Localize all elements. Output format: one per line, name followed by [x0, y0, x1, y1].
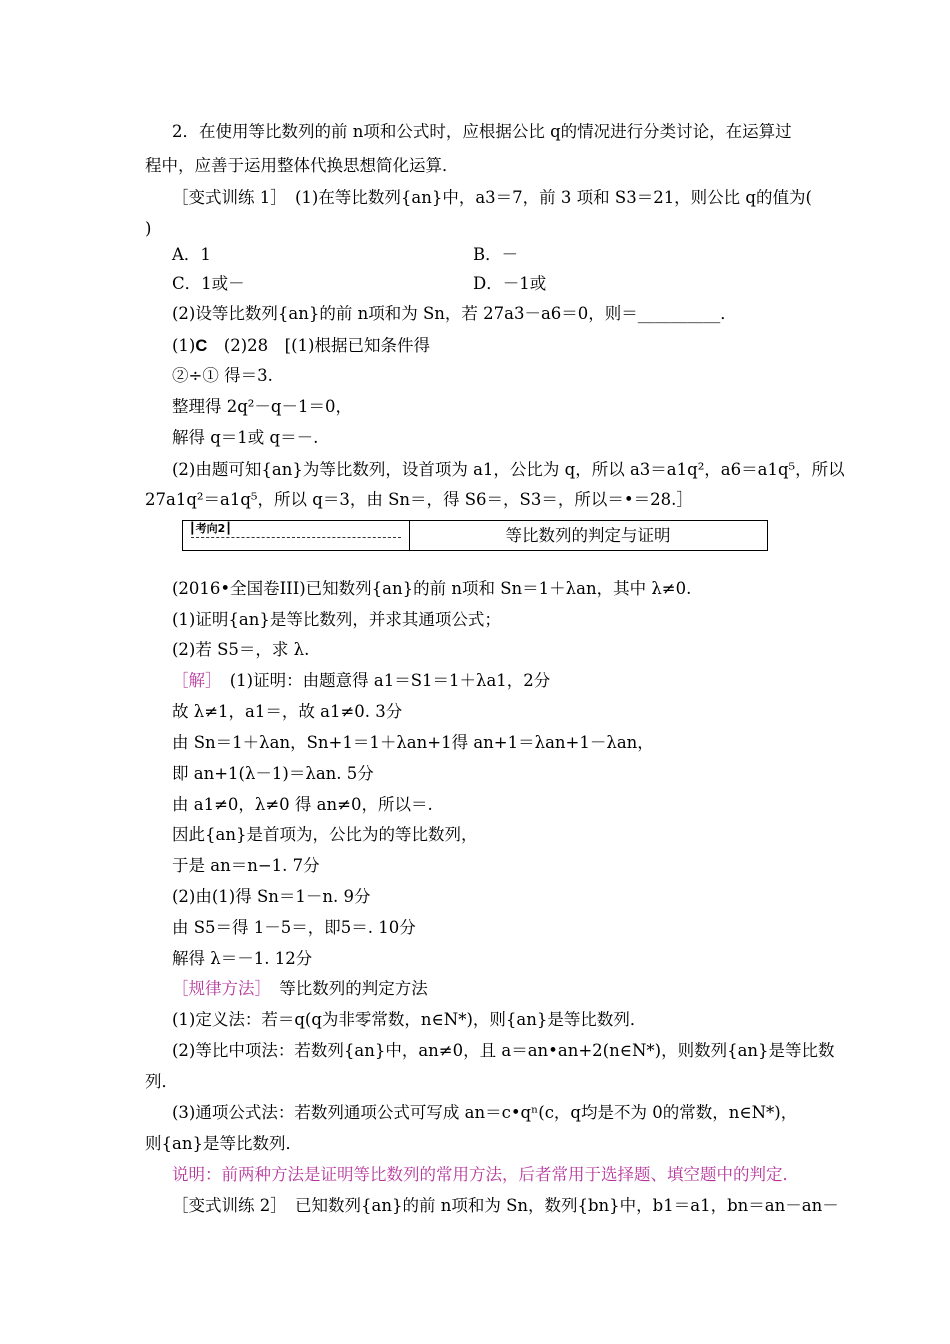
method-line: (1)定义法：若＝q(q为非零常数，n∈N*)，则{an}是等比数列． [172, 1010, 647, 1029]
option-a: A．1 [172, 245, 211, 264]
paragraph-line: ) [145, 219, 152, 238]
problem-part: (1)证明{an}是等比数列，并求其通项公式； [172, 610, 501, 629]
solution-line: 解得 q＝1或 q＝－. [172, 428, 319, 447]
solution-line: ②÷① 得＝3. [172, 366, 273, 385]
solution-line: 整理得 2q²－q－1＝0， [172, 397, 352, 416]
section-header-box [182, 520, 768, 551]
problem-part: (2)若 S5＝，求 λ. [172, 640, 310, 659]
solution-line: 即 an+1(λ－1)＝λan. 5分 [172, 764, 374, 783]
method-heading [172, 978, 428, 1000]
solution-line: 因此{an}是首项为，公比为的等比数列， [172, 825, 478, 844]
method-title: 等比数列的判定方法 [262, 979, 428, 998]
solution-line: (2)由(1)得 Sn＝1－n. 9分 [172, 887, 371, 906]
method-line: 则{an}是等比数列． [145, 1134, 302, 1153]
solution-line: 由 S5＝得 1－5＝，即5＝. 10分 [172, 918, 416, 937]
option-c: C．1或－ [172, 274, 245, 293]
answer-choice: C [195, 337, 208, 355]
solution-line: 于是 an＝n−1. 7分 [172, 856, 320, 875]
solution-line: 解得 λ＝－1. 12分 [172, 949, 313, 968]
method-label: ［规律方法］ [172, 979, 263, 998]
method-line: 列． [145, 1072, 178, 1091]
note-text: 前两种方法是证明等比数列的常用方法，后者常用于选择题、填空题中的判定． [221, 1165, 799, 1184]
question-2: (2)设等比数列{an}的前 n项和为 Sn，若 27a3－a6＝0，则＝__________． [172, 304, 737, 323]
solution-line: 27a1q²＝a1q⁵，所以 q＝3，由 Sn＝，得 S6＝，S3＝，所以＝•＝28.］ [145, 490, 693, 509]
solution-line: (2)由题可知{an}为等比数列，设首项为 a1，公比为 q，所以 a3＝a1q²，a6＝a1q⁵，所以 [172, 460, 845, 479]
section-tag: ┃考向2┃ [189, 522, 232, 535]
note-line [172, 1164, 799, 1186]
exercise-heading: ［变式训练 2］ 已知数列{an}的前 n项和为 Sn，数列{bn}中，b1＝a1，bn＝an－an－ [172, 1196, 839, 1215]
note-label: 说明： [172, 1165, 222, 1184]
answer-line [172, 335, 430, 357]
example-problem: (2016•全国卷III)已知数列{an}的前 n项和 Sn＝1＋λan，其中 λ≠0. [172, 579, 692, 598]
solution-label: ［解］ [172, 671, 214, 690]
exercise-heading: ［变式训练 1］ (1)在等比数列{an}中，a3＝7，前 3 项和 S3＝21，则公比 q的值为( [172, 188, 812, 207]
section-title: 等比数列的判定与证明 [505, 526, 671, 545]
solution-line: 故 λ≠1，a1＝，故 a1≠0. 3分 [172, 702, 403, 721]
method-line: (2)等比中项法：若数列{an}中，an≠0，且 a＝an•an+2(n∈N*)，则数列{an}是等比数 [172, 1041, 835, 1060]
solution-line: 由 a1≠0，λ≠0 得 an≠0，所以＝. [172, 795, 433, 814]
solution-line: 由 Sn＝1＋λan，Sn+1＝1＋λan+1得 an+1＝λan+1－λan， [172, 733, 654, 752]
answer-text: (2)28 [(1)根据已知条件得 [207, 336, 430, 355]
solution-heading [172, 670, 550, 692]
method-line: (3)通项公式法：若数列通项公式可写成 an＝c•qⁿ(c，q均是不为 0的常数，n∈N*)， [172, 1103, 798, 1122]
paragraph-line: 程中，应善于运用整体代换思想简化运算． [145, 156, 459, 175]
dashed-rule [191, 537, 401, 538]
option-d: D．－1或 [473, 274, 547, 293]
solution-text: (1)证明：由题意得 a1＝S1＝1＋λa1，2分 [213, 671, 551, 690]
answer-prefix: (1) [172, 336, 196, 355]
option-b: B．－ [473, 245, 519, 264]
paragraph-line: 2．在使用等比数列的前 n项和公式时，应根据公比 q的情况进行分类讨论，在运算过 [172, 122, 792, 141]
